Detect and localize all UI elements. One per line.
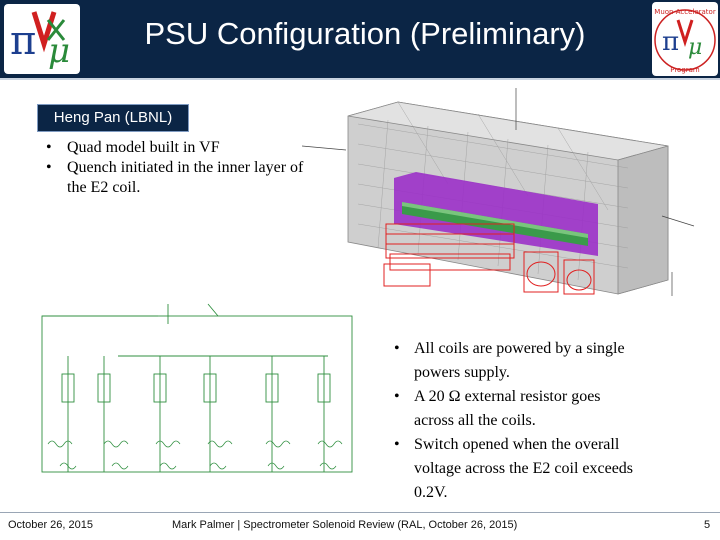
bullet-dot: • [394, 436, 400, 453]
svg-text:π: π [10, 18, 37, 64]
footer-date: October 26, 2015 [8, 519, 94, 531]
svg-text:Program: Program [670, 66, 700, 74]
bullet-text: Switch opened when the overall voltage across the E2 coil exceeds 0.2V. [414, 436, 634, 501]
circuit-diagram [38, 294, 368, 494]
author-label: Heng Pan (LBNL) [37, 104, 189, 132]
bullet-item [390, 337, 640, 385]
page-number: 5 [704, 519, 711, 531]
bullet-text: Quench initiated in the inner layer of the E2 coil. [67, 159, 304, 196]
bottom-bullet-list [390, 337, 640, 505]
quad-model-figure [298, 84, 698, 300]
footer-divider [0, 512, 720, 513]
bullet-dot: • [46, 139, 52, 156]
bullet-dot: • [46, 159, 52, 176]
footer-presenter: Mark Palmer | Spectrometer Solenoid Review (RAL, October 26, 2015) [172, 519, 518, 531]
svg-text:Muon Accelerator: Muon Accelerator [654, 8, 716, 16]
bullet-text: Quad model built in VF [67, 139, 220, 156]
svg-text:μ: μ [688, 35, 703, 60]
title-divider [0, 78, 720, 80]
bullet-dot: • [394, 388, 400, 405]
svg-text:μ: μ [48, 31, 71, 71]
top-bullet-list [40, 138, 310, 198]
slide-title: PSU Configuration (Preliminary) [144, 16, 586, 51]
muon-collider-logo [4, 4, 80, 74]
bullet-item [390, 433, 640, 505]
bullet-text: All coils are powered by a single powers supply. [414, 340, 625, 381]
bullet-item [40, 138, 310, 158]
svg-text:π: π [662, 27, 680, 57]
muon-accelerator-program-logo [652, 2, 718, 76]
bullet-item [390, 385, 640, 433]
bullet-text: A 20 Ω external resistor goes across all the coils. [414, 388, 601, 429]
bullet-item [40, 158, 310, 198]
bullet-dot: • [394, 340, 400, 357]
